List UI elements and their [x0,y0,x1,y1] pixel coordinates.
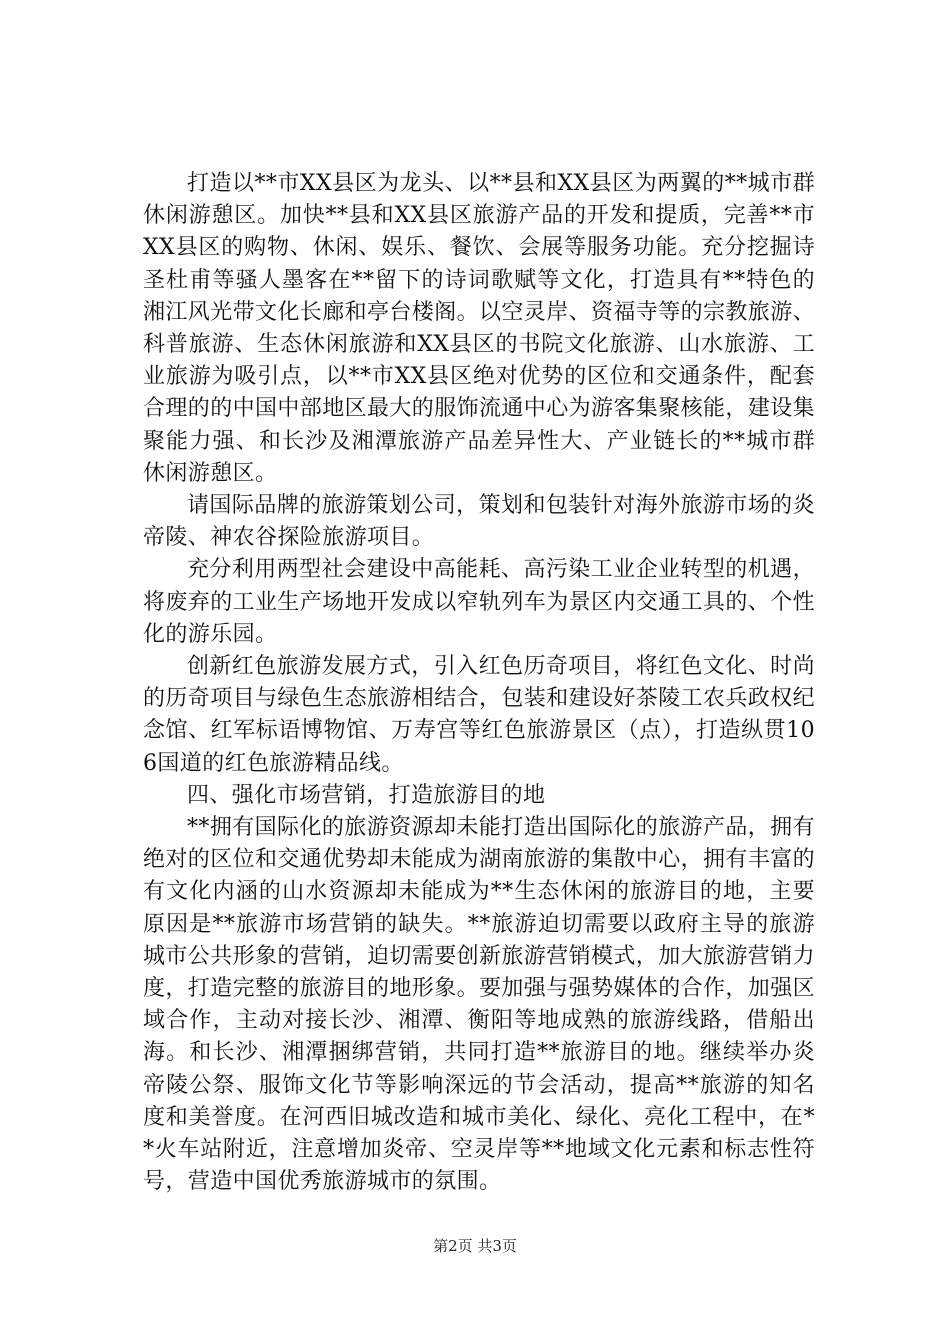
paragraph-city-leisure-zone: 打造以**市XX县区为龙头、以**县和XX县区为两翼的**城市群休闲游憩区。加快**县和XX县区旅游产品的开发和提质，完善**市XX县区的购物、休闲、娱乐、餐饮、会展等服务功能。充分挖掘诗圣杜甫等骚人墨客在**留下的诗词歌赋等文化，打造具有**特色的湘江风光带文化长廊和亭台楼阁。以空灵岸、资福寺等的宗教旅游、科普旅游、生态休闲旅游和XX县区的书院文化旅游、山水旅游、工业旅游为吸引点，以**市XX县区绝对优势的区位和交通条件，配套合理的的中国中部地区最大的服饰流通中心为游客集聚核能，建设集聚能力强、和长沙及湘潭旅游产品差异性大、产业链长的**城市群休闲游憩区。 [143,171,816,486]
paragraph-red-tourism: 创新红色旅游发展方式，引入红色历奇项目，将红色文化、时尚的历奇项目与绿色生态旅游相结合，包装和建设好茶陵工农兵政权纪念馆、红军标语博物馆、万寿宫等红色旅游景区（点），打造纵贯106国道的红色旅游精品线。 [143,654,816,776]
paragraph-marketing: **拥有国际化的旅游资源却未能打造出国际化的旅游产品，拥有绝对的区位和交通优势却未能成为湖南旅游的集散中心，拥有丰富的有文化内涵的山水资源却未能成为**生态休闲的旅游目的地，主要原因是**旅游市场营销的缺失。**旅游迫切需要以政府主导的旅游城市公共形象的营销，迫切需要创新旅游营销模式，加大旅游营销力度，打造完整的旅游目的地形象。要加强与强势媒体的合作，加强区域合作，主动对接长沙、湘潭、衡阳等地成熟的旅游线路，借船出海。和长沙、湘潭捆绑营销，共同打造**旅游目的地。继续举办炎帝陵公祭、服饰文化节等影响深远的节会活动，提高**旅游的知名度和美誉度。在河西旧城改造和城市美化、绿化、亮化工程中，在**火车站附近，注意增加炎帝、空灵岸等**地域文化元素和标志性符号，营造中国优秀旅游城市的氛围。 [143,815,816,1195]
paragraph-industrial-park: 充分利用两型社会建设中高能耗、高污染工业企业转型的机遇，将废弃的工业生产场地开发成以窄轨列车为景区内交通工具的、个性化的游乐园。 [143,557,816,647]
paragraph-international-planning: 请国际品牌的旅游策划公司，策划和包装针对海外旅游市场的炎帝陵、神农谷探险旅游项目。 [143,493,815,551]
section-heading-marketing: 四、强化市场营销，打造旅游目的地 [187,782,546,808]
page-number-footer: 第2页 共3页 [433,1237,517,1255]
document-body [143,168,815,1199]
